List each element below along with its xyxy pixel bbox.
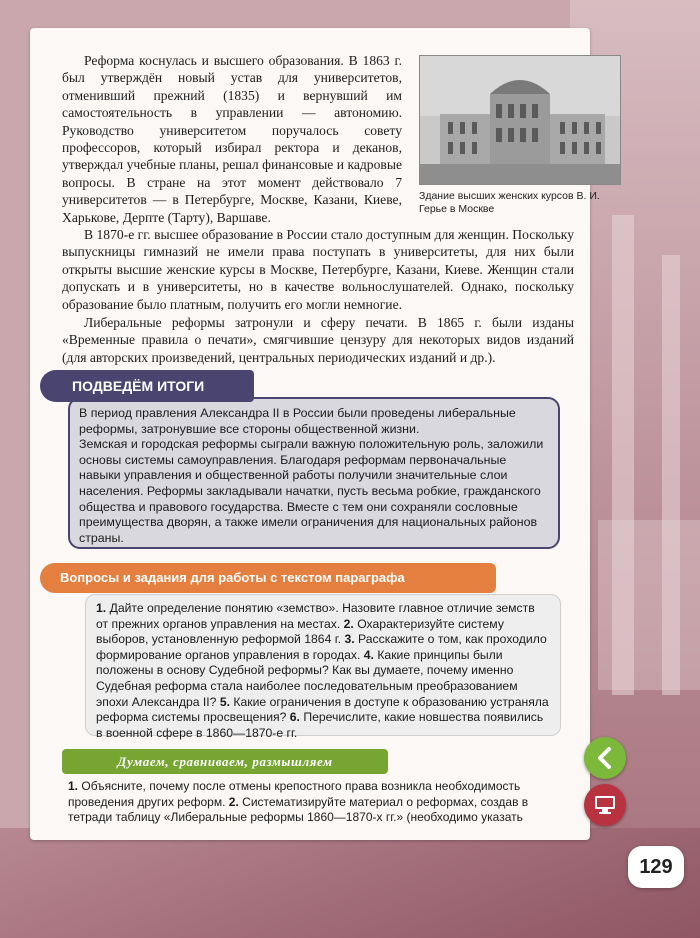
back-button[interactable] [584, 737, 626, 779]
summary-line: Земская и городская реформы сыграли важную положительную роль, заложили основы системы самоуправления. Благодаря реформам первоначальные навыки управления и общественной работы получили значительные слои населения. Реформы закладывали начатки, пусть весьма робкие, гражданского общества и правового государства. Вместе с тем они сохраняли сословные преимущества дворян, а также имели ограничения для национальных районов страны. [79, 437, 544, 545]
question-item: 6. Перечислите, какие новшества появились в военной сфере в 1860—1870-е гг. [96, 710, 544, 740]
paragraph-universities: Реформа коснулась и высшего образования. В 1863 г. был утверждён новый устав для университетов, отменивший прежний (1835) и вернувший им самостоятельность в управлении — автономию. Руководство университетом поручалось совету профессоров, который избирал ректора и деканов, утверждал учебные планы, решал финансовые и кадровые вопросы. В стране на этот момент действовало 7 университетов — в Петербурге, Москве, Казани, Киеве, Харькове, Дерпте (Тарту), Варшаве. [62, 53, 402, 225]
building-illustration [420, 56, 620, 184]
building-photo [419, 55, 621, 185]
media-button[interactable] [584, 784, 626, 826]
question-item: 1. Дайте определение понятию «земство». Назовите главное отличие земств от прежних органов управления на местах. [96, 601, 535, 631]
question-item: 4. Какие принципы были положены в основу Судебной реформы? Как вы думаете, почему именно Судебная реформа стала наиболее последовательным преобразованием эпохи Александра II? [96, 647, 518, 709]
question-item: 3. Расскажите о том, как проходило формирование органов управления в городах. [96, 632, 547, 662]
question-item: 2. Охарактеризуйте систему выборов, установленную реформой 1864 г. [96, 616, 504, 647]
question-item: 5. Какие ограничения в доступе к образованию устраняла реформа системы просвещения? [96, 694, 549, 725]
background-building [598, 520, 700, 690]
think-title: Думаем, сравниваем, размышляем [62, 749, 388, 774]
monitor-icon [593, 794, 617, 816]
summary-line: В период правления Александра II в России были проведены либеральные реформы, затронувшие все стороны общественной жизни. [79, 406, 516, 436]
questions-box [85, 594, 561, 740]
summary-title: ПОДВЕДЁМ ИТОГИ [40, 370, 254, 402]
paragraph-press: Либеральные реформы затронули и сферу печати. В 1865 г. были изданы «Временные правила о печати», смягчившие цензуру для некоторых видов изданий (для авторских произведений, центральных периодических изданий и др.). [62, 315, 574, 365]
paragraph-women-education: В 1870-е гг. высшее образование в России стало доступным для женщин. Поскольку выпускницы гимназий не имели права поступать в университеты, для них были открыты высшие женские курсы в Москве, Петербурге, Казани, Киеве. Женщин стали допускать и в университеты, но в качестве вольнослушателей. Однако, поскольку образование было платным, получить его могли немногие. [62, 227, 574, 312]
questions-title: Вопросы и задания для работы с текстом параграфа [40, 563, 496, 593]
chevron-left-icon [593, 746, 617, 770]
think-item: 2. Систематизируйте материал о реформах, создав в тетради таблицу «Либеральные реформы 1860—1870-х гг.» (необходимо указать [68, 794, 529, 825]
photo-caption: Здание высших женских курсов В. И. Герье в Москве [419, 190, 600, 215]
think-box [68, 779, 558, 826]
background-bottom [0, 828, 700, 938]
page-number: 129 [628, 846, 684, 888]
think-item: 1. Объясните, почему после отмены крепостного права возникла необходимость проведения других реформ. [68, 779, 521, 809]
summary-box [68, 397, 560, 549]
